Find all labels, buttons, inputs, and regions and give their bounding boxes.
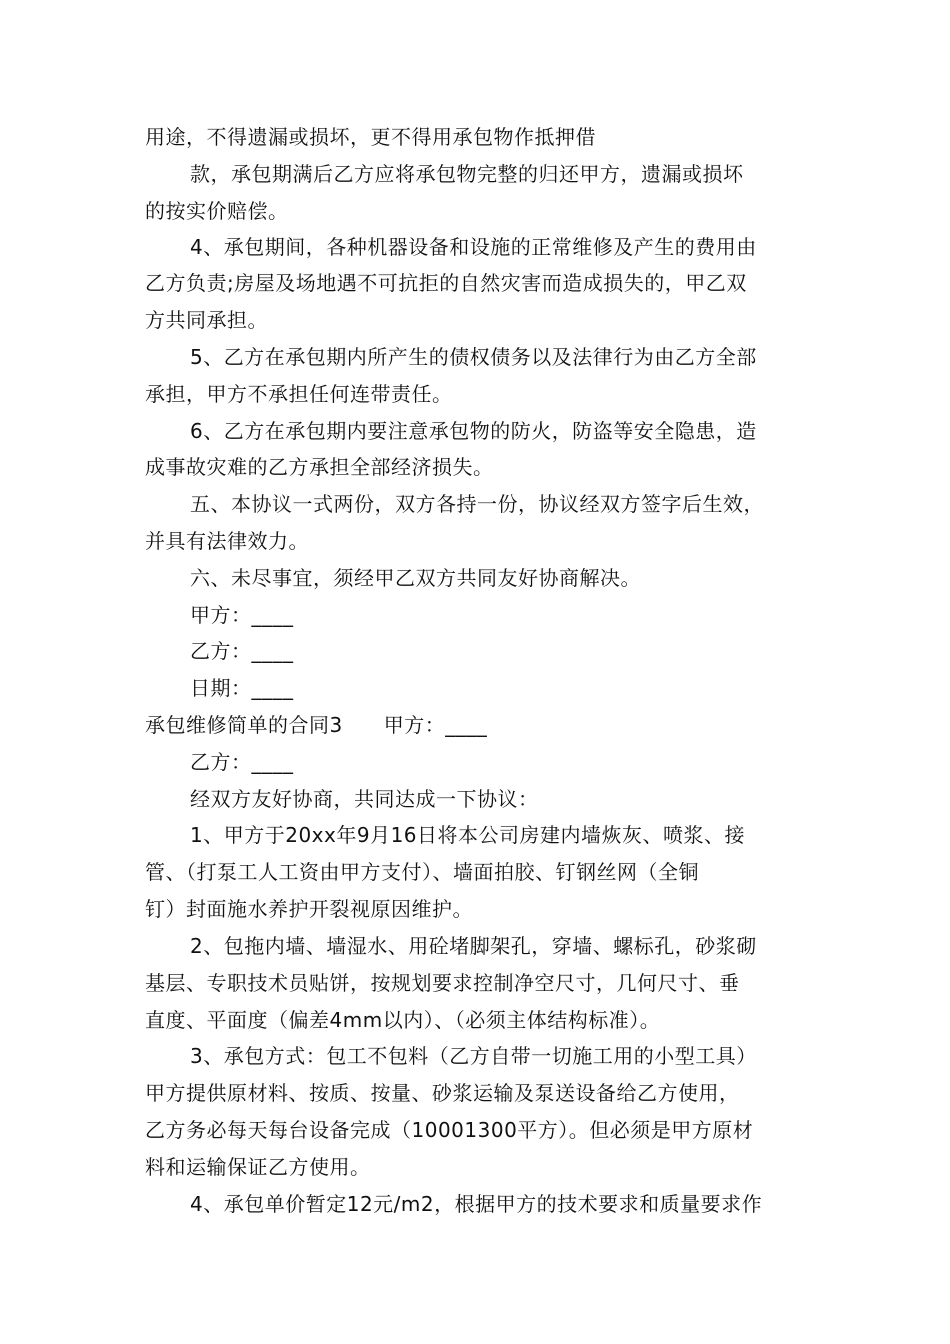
text-line: 6、乙方在承包期内要注意承包物的防火，防盗等安全隐患，造 [190, 419, 757, 443]
text-line: 经双方友好协商，共同达成一下协议： [190, 787, 539, 811]
text-line: 承担，甲方不承担任何连带责任。 [145, 382, 453, 406]
signature-line-date: 日期：____ [190, 676, 294, 700]
text-line: 成事故灾难的乙方承担全部经济损失。 [145, 455, 494, 479]
section-heading: 承包维修简单的合同3 甲方：____ [145, 713, 488, 737]
signature-line-party-b: 乙方：____ [190, 639, 294, 663]
text-line: 乙方负责;房屋及场地遇不可抗拒的自然灾害而造成损失的，甲乙双 [145, 271, 747, 295]
text-line: 的按实价赔偿。 [145, 199, 289, 223]
text-line: 用途，不得遗漏或损坏，更不得用承包物作抵押借 [145, 125, 596, 149]
text-line: 4、承包单价暂定12元/m2，根据甲方的技术要求和质量要求作 [190, 1192, 763, 1216]
text-line: 3、承包方式：包工不包料（乙方自带一切施工用的小型工具） [190, 1044, 757, 1068]
text-line: 款，承包期满后乙方应将承包物完整的归还甲方，遗漏或损坏 [190, 162, 744, 186]
text-line: 1、甲方于20xx年9月16日将本公司房建内墙烣灰、喷浆、接 [190, 823, 746, 847]
text-line: 直度、平面度（偏差4mm以内）、（必须主体结构标准）。 [145, 1008, 661, 1032]
text-line: 5、乙方在承包期内所产生的债权债务以及法律行为由乙方全部 [190, 345, 757, 369]
text-line: 料和运输保证乙方使用。 [145, 1155, 371, 1179]
text-line: 方共同承担。 [145, 308, 268, 332]
text-line: 乙方务必每天每台设备完成（10001300平方）。但必须是甲方原材 [145, 1118, 754, 1142]
text-line: 2、包拖内墙、墙湿水、用砼堵脚架孔，穿墙、螺标孔，砂浆砌 [190, 934, 757, 958]
signature-line-party-b: 乙方：____ [190, 750, 294, 774]
text-line: 并具有法律效力。 [145, 529, 309, 553]
text-line: 4、承包期间，各种机器设备和设施的正常维修及产生的费用由 [190, 235, 757, 259]
text-line: 甲方提供原材料、按质、按量、砂浆运输及泵送设备给乙方使用， [145, 1081, 740, 1105]
text-line: 管、（打泵工人工资由甲方支付）、墙面拍胶、钉钢丝网（全铜 [145, 860, 699, 884]
signature-line-party-a: 甲方：____ [190, 603, 294, 627]
text-line: 五、本协议一式两份，双方各持一份，协议经双方签字后生效， [190, 492, 764, 516]
text-line: 基层、专职技术员贴饼，按规划要求控制净空尺寸，几何尺寸、垂 [145, 971, 740, 995]
text-line: 六、未尽事宜，须经甲乙双方共同友好协商解决。 [190, 566, 641, 590]
text-line: 钉）封面施水养护开裂视原因维护。 [145, 897, 473, 921]
